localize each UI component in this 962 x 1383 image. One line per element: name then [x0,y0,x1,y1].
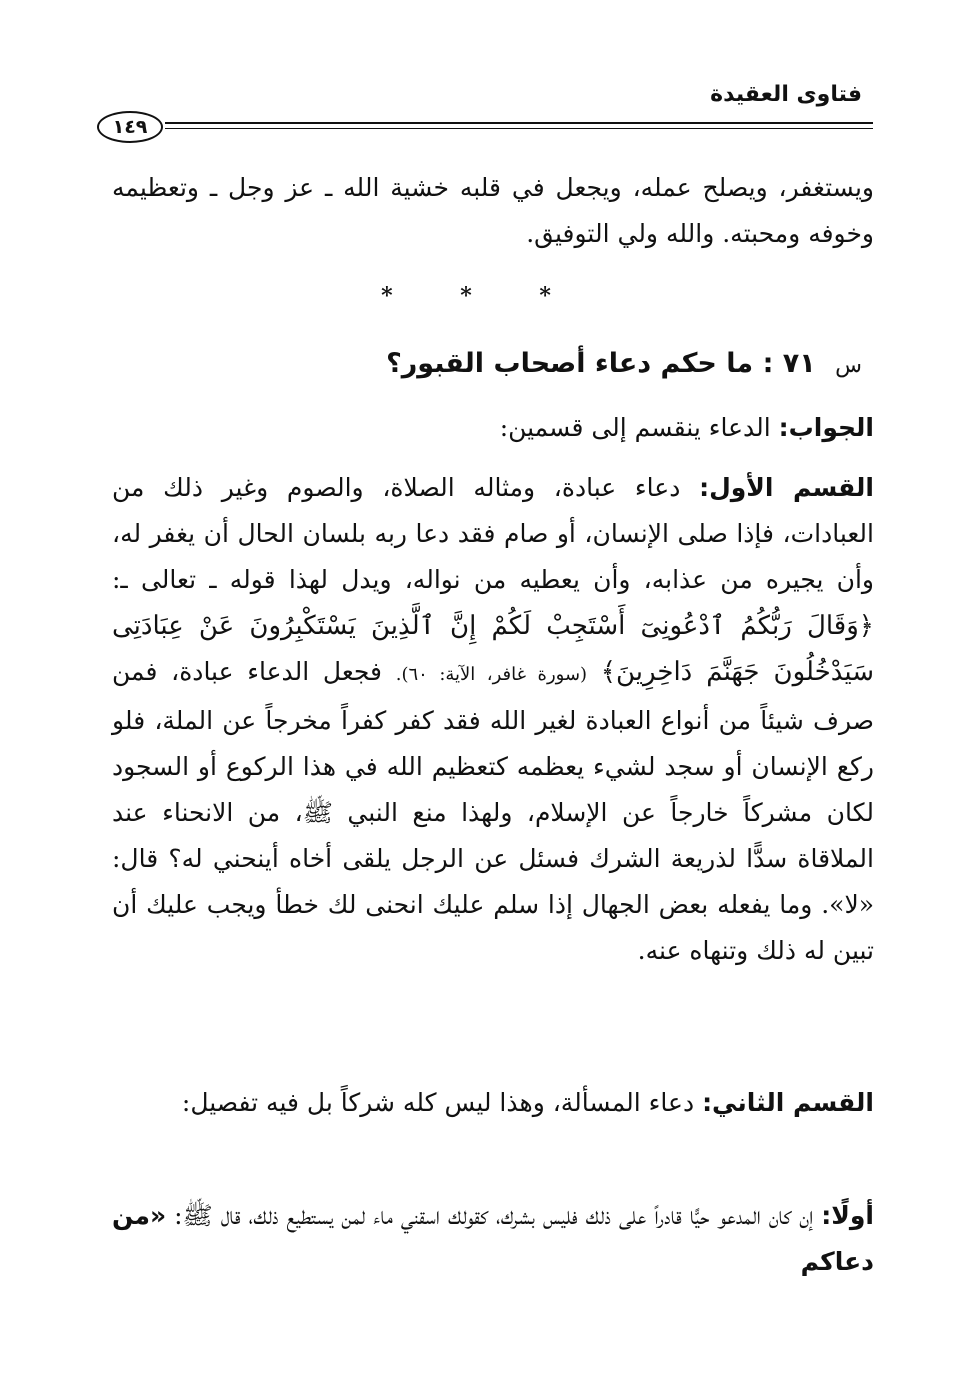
answer-paragraph [112,405,874,451]
answer-label: الجواب: [778,413,874,442]
question-marker: س [835,353,862,378]
first-text: إن كان المدعو حيًّا قادراً على ذلك فليس بشرك، كقولك اسقني ماء لمن يستطيع ذلك، قال ﷺ: [174,1201,814,1230]
hadith-quote-start: «من دعاكم [112,1201,874,1276]
section1-text-a: دعاء عبادة، ومثاله الصلاة، والصوم وغير ذلك من العبادات، فإذا صلى الإنسان، أو صام فقد دعا ربه بلسان الحال أن يغفر له، وأن يجيره من عذابه، وأن يعطيه من نواله، ويدل لهذا قوله ـ تعالى ـ: [112,473,874,594]
first-label: أولًا: [821,1201,874,1230]
intro-text: ويستغفر، ويصلح عمله، ويجعل في قلبه خشية الله ـ عز وجل ـ وتعظيمه وخوفه ومحبته. والله ولي التوفيق. [112,173,874,248]
section1-paragraph [112,465,874,974]
verse-reference: (سورة غافر، الآية: ٦٠). [395,664,588,685]
question-heading [162,348,862,379]
section2-paragraph [112,1080,874,1126]
section1-text-b: فجعل الدعاء عبادة، فمن صرف شيئاً من أنواع العبادة لغير الله فقد كفر كفراً مخرجاً عن الملة، فلو ركع الإنسان أو سجد لشيء يعظمه كتعظيم الله في هذا الركوع أو السجود لكان مشركاً خارجاً عن الإسلام، ولهذا منع النبي ﷺ، من الانحناء عند الملاقاة سدًّا لذريعة الشرك فسئل عن الرجل يلقى أخاه أينحني له؟ قال: «لا». وما يفعله بعض الجهال إذا سلم عليك انحنى لك خطأ ويجب عليك أن تبين له ذلك وتنهاه عنه. [112,657,874,965]
question-number: ٧١ : [762,348,816,379]
page-number: ١٤٩ [97,111,163,143]
running-title: فتاوى العقيدة [710,82,862,107]
answer-text: الدعاء ينقسم إلى قسمين: [499,413,771,442]
first-paragraph [112,1193,874,1285]
header-rule [165,122,873,124]
quran-verse: ﴿وَقَالَ رَبُّكُمُ ٱدْعُونِىٓ أَسْتَجِبْ لَكُمْ إِنَّ ٱلَّذِينَ يَسْتَكْبِرُونَ عَنْ عِبَادَتِى سَيَدْخُلُونَ جَهَنَّمَ دَاخِرِينَ﴾ [112,611,874,687]
section1-label: القسم الأول: [699,473,874,502]
header-rule-thin [165,128,873,129]
section-separator: * * * [381,283,581,309]
section2-label: القسم الثاني: [702,1088,874,1117]
question-text: ما حكم دعاء أصحاب القبور؟ [386,348,754,379]
section2-text: دعاء المسألة، وهذا ليس كله شركاً بل فيه تفصيل: [181,1088,695,1117]
intro-paragraph [112,165,874,257]
